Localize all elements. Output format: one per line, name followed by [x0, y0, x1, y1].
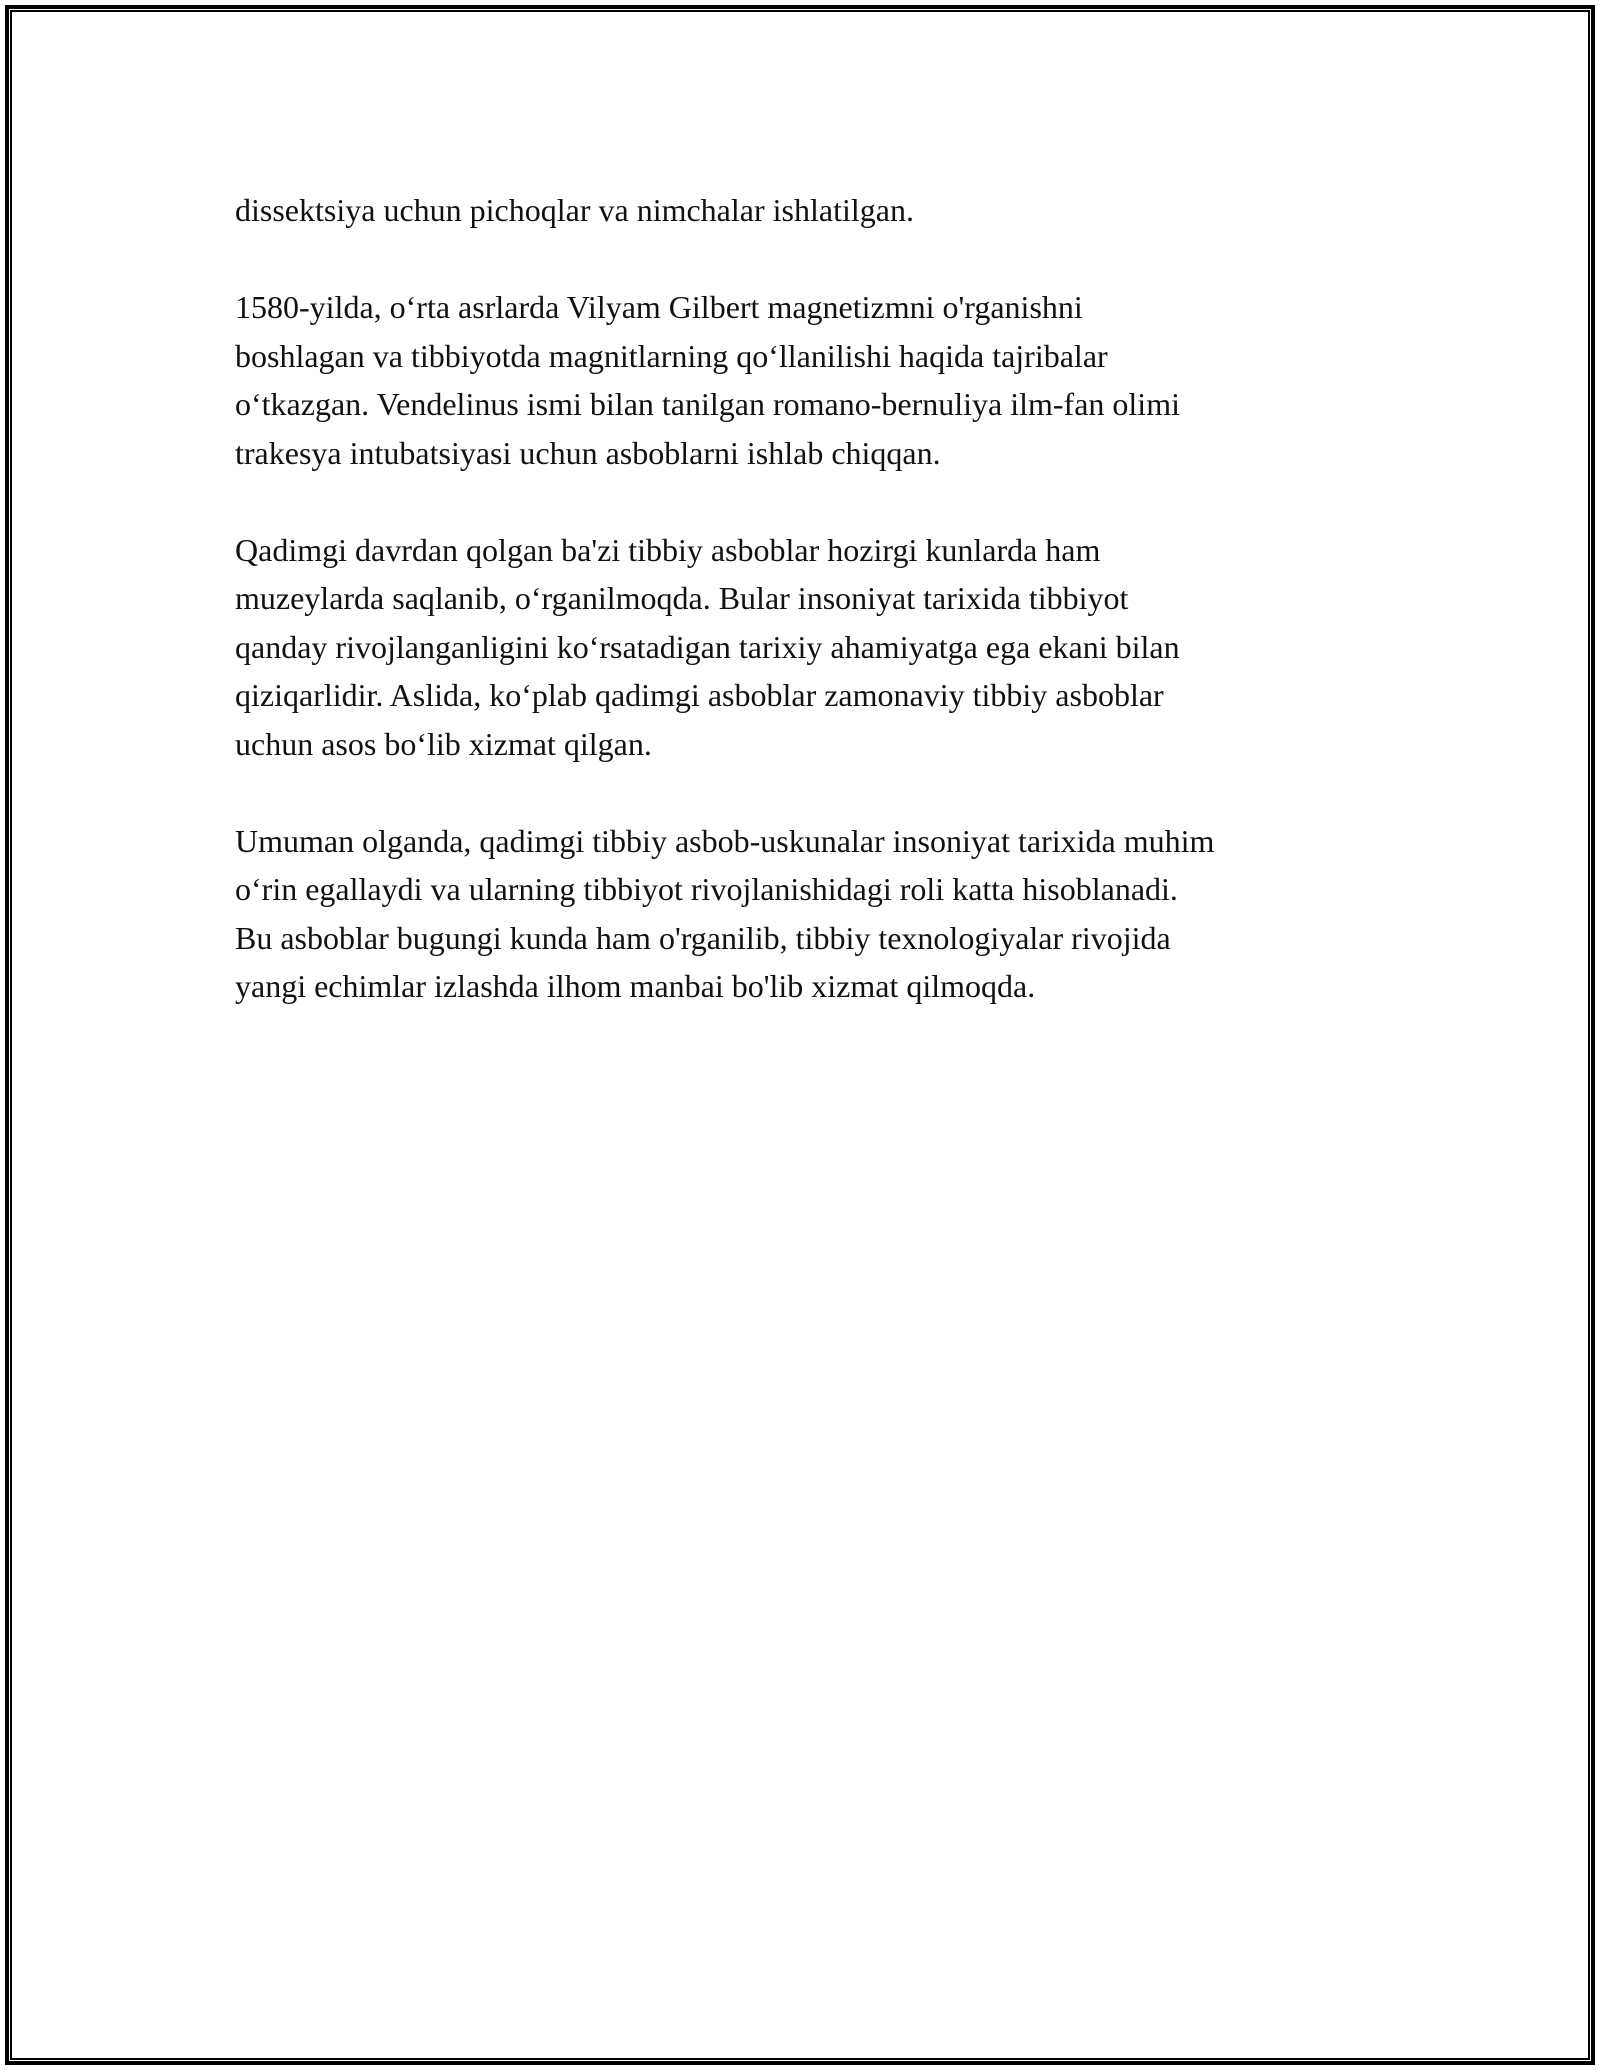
- document-body: [235, 186, 1385, 1059]
- paragraph-3: Qadimgi davrdan qolgan ba'zi tibbiy asboblar hozirgi kunlarda ham muzeylarda saqlanib, o‘rganilmoqda. Bular insoniyat tarixida tibbiyot qanday rivojlanganligini ko‘rsatadigan tarixiy ahamiyatga ega ekani bilan qiziqarlidir. Aslida, ko‘plab qadimgi asboblar zamonaviy tibbiy asboblar uchun asos bo‘lib xizmat qilgan.: [235, 531, 1180, 762]
- paragraph-4: Umuman olganda, qadimgi tibbiy asbob-uskunalar insoniyat tarixida muhim o‘rin egallaydi va ularning tibbiyot rivojlanishidagi roli katta hisoblanadi. Bu asboblar bugungi kunda ham o'rganilib, tibbiy texnologiyalar rivojida yangi echimlar izlashda ilhom manbai bo'lib xizmat qilmoqda.: [235, 822, 1215, 1004]
- paragraph-2: 1580-yilda, o‘rta asrlarda Vilyam Gilbert magnetizmni o'rganishni boshlagan va tibbiyotda magnitlarning qo‘llanilishi haqida tajribalar o‘tkazgan. Vendelinus ismi bilan tanilgan romano-bernuliya ilm-fan olimi trakesya intubatsiyasi uchun asboblarni ishlab chiqqan.: [235, 289, 1180, 471]
- paragraph-1: dissektsiya uchun pichoqlar va nimchalar ishlatilgan.: [235, 192, 914, 228]
